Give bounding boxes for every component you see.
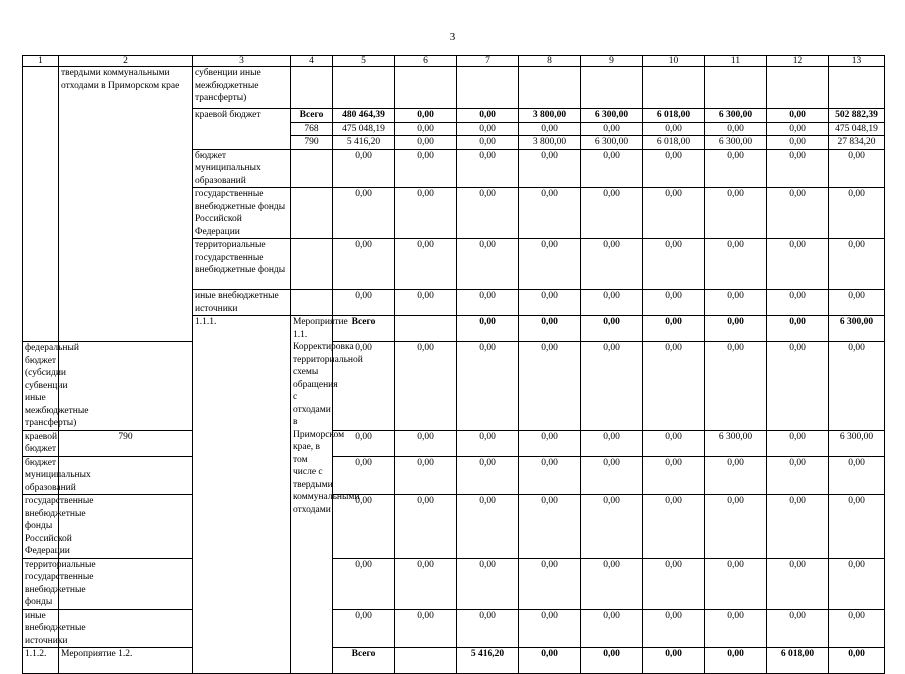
value-cell: 0,00	[395, 558, 457, 609]
value-cell: 0,00	[705, 316, 767, 342]
header-cell: 2	[59, 56, 193, 67]
table-row	[23, 558, 885, 609]
row-code-cell	[23, 67, 59, 342]
value-cell: 0,00	[519, 239, 581, 290]
value-cell: 0,00	[333, 430, 395, 456]
header-cell: 10	[643, 56, 705, 67]
value-cell: 0,00	[767, 290, 829, 316]
value-cell: 0,00	[705, 239, 767, 290]
value-cell	[643, 67, 705, 109]
value-cell: 0,00	[829, 342, 885, 431]
value-cell: 0,00	[457, 316, 519, 342]
header-cell: 12	[767, 56, 829, 67]
value-cell: 0,00	[829, 290, 885, 316]
value-cell: 0,00	[829, 558, 885, 609]
source-label: иные внебюджетные источники	[193, 290, 291, 316]
source-label: государственные внебюджетные фонды Российской Федерации	[23, 495, 59, 559]
value-cell: 0,00	[581, 609, 643, 648]
source-label: краевой бюджет	[193, 109, 291, 150]
value-cell: 0,00	[829, 239, 885, 290]
value-cell	[291, 67, 333, 109]
value-cell: 0,00	[457, 149, 519, 188]
value-cell: 0,00	[457, 456, 519, 495]
value-cell: 0,00	[829, 456, 885, 495]
value-cell: 6 300,00	[829, 430, 885, 456]
value-cell: 0,00	[457, 430, 519, 456]
value-cell: 0,00	[395, 109, 457, 123]
value-cell: 0,00	[643, 122, 705, 136]
value-cell: 0,00	[581, 558, 643, 609]
value-cell: 0,00	[643, 188, 705, 239]
value-cell: 0,00	[705, 495, 767, 559]
value-cell: 0,00	[519, 290, 581, 316]
value-cell: 0,00	[395, 495, 457, 559]
value-cell: 6 300,00	[705, 430, 767, 456]
code-cell	[395, 648, 457, 674]
table-row	[23, 67, 885, 109]
value-cell: 0,00	[767, 456, 829, 495]
value-cell: 5 416,20	[457, 648, 519, 674]
source-label: Всего	[333, 316, 395, 342]
header-cell: 6	[395, 56, 457, 67]
value-cell: 0,00	[395, 149, 457, 188]
header-cell: 7	[457, 56, 519, 67]
value-cell: 480 464,39	[333, 109, 395, 123]
value-cell: 0,00	[519, 558, 581, 609]
value-cell: 0,00	[581, 495, 643, 559]
header-cell: 11	[705, 56, 767, 67]
value-cell: 0,00	[767, 149, 829, 188]
value-cell: 0,00	[767, 188, 829, 239]
header-cell: 4	[291, 56, 333, 67]
value-cell: 0,00	[395, 456, 457, 495]
value-cell: 0,00	[457, 609, 519, 648]
value-cell: 6 300,00	[705, 136, 767, 150]
value-cell: 0,00	[829, 188, 885, 239]
value-cell	[395, 67, 457, 109]
value-cell: 0,00	[767, 122, 829, 136]
value-cell: 0,00	[767, 109, 829, 123]
value-cell	[519, 67, 581, 109]
code-cell: 768	[291, 122, 333, 136]
value-cell: 0,00	[333, 149, 395, 188]
value-cell: 502 882,39	[829, 109, 885, 123]
value-cell: 475 048,19	[333, 122, 395, 136]
value-cell: 0,00	[643, 648, 705, 674]
row-code-cell: 1.1.1.	[193, 316, 291, 674]
code-cell: 790	[291, 136, 333, 150]
table-row	[23, 495, 885, 559]
value-cell: 0,00	[829, 495, 885, 559]
value-cell: 0,00	[705, 609, 767, 648]
source-label: государственные внебюджетные фонды Российской Федерации	[193, 188, 291, 239]
value-cell: 0,00	[643, 609, 705, 648]
value-cell: 0,00	[705, 558, 767, 609]
budget-table	[22, 55, 885, 674]
value-cell: 0,00	[395, 122, 457, 136]
source-label: бюджет муниципальных образований	[193, 149, 291, 188]
value-cell: 0,00	[581, 149, 643, 188]
value-cell: 0,00	[333, 456, 395, 495]
value-cell: 0,00	[395, 290, 457, 316]
value-cell: 0,00	[767, 136, 829, 150]
table-row	[23, 430, 885, 456]
value-cell: 0,00	[829, 149, 885, 188]
value-cell: 0,00	[333, 239, 395, 290]
value-cell: 0,00	[333, 558, 395, 609]
value-cell: 0,00	[829, 609, 885, 648]
table-row	[23, 609, 885, 648]
value-cell: 0,00	[829, 648, 885, 674]
value-cell: 0,00	[519, 648, 581, 674]
value-cell: 0,00	[581, 456, 643, 495]
table-row	[23, 56, 885, 67]
value-cell: 0,00	[581, 239, 643, 290]
value-cell: 0,00	[581, 188, 643, 239]
measure-name-cell: Мероприятие 1.2.	[59, 648, 193, 674]
value-cell: 6 300,00	[581, 109, 643, 123]
value-cell: 0,00	[643, 290, 705, 316]
value-cell: 0,00	[643, 558, 705, 609]
code-cell	[291, 188, 333, 239]
value-cell: 0,00	[705, 188, 767, 239]
value-cell: 475 048,19	[829, 122, 885, 136]
value-cell	[581, 67, 643, 109]
value-cell: 0,00	[457, 290, 519, 316]
value-cell: 0,00	[395, 342, 457, 431]
value-cell: 0,00	[705, 648, 767, 674]
value-cell: 6 018,00	[767, 648, 829, 674]
code-cell	[395, 316, 457, 342]
value-cell: 0,00	[643, 456, 705, 495]
value-cell: 0,00	[457, 558, 519, 609]
value-cell: 0,00	[767, 239, 829, 290]
value-cell: 0,00	[767, 430, 829, 456]
value-cell: 0,00	[581, 122, 643, 136]
value-cell: 0,00	[767, 342, 829, 431]
value-cell: 0,00	[581, 316, 643, 342]
value-cell: 0,00	[705, 122, 767, 136]
value-cell: 6 300,00	[581, 136, 643, 150]
source-label: бюджет муниципальных образований	[23, 456, 59, 495]
value-cell: 0,00	[581, 342, 643, 431]
value-cell: 0,00	[519, 149, 581, 188]
value-cell	[767, 67, 829, 109]
value-cell: 0,00	[333, 609, 395, 648]
value-cell: 0,00	[395, 430, 457, 456]
code-cell	[59, 342, 193, 431]
value-cell: 5 416,20	[333, 136, 395, 150]
code-cell	[291, 290, 333, 316]
value-cell: 0,00	[519, 430, 581, 456]
value-cell: 0,00	[643, 342, 705, 431]
value-cell: 0,00	[643, 239, 705, 290]
code-cell: Всего	[291, 109, 333, 123]
value-cell: 0,00	[457, 239, 519, 290]
header-cell: 9	[581, 56, 643, 67]
value-cell: 0,00	[333, 290, 395, 316]
value-cell: 0,00	[457, 188, 519, 239]
header-cell: 3	[193, 56, 291, 67]
value-cell: 0,00	[767, 558, 829, 609]
value-cell: 0,00	[643, 316, 705, 342]
value-cell: 0,00	[519, 188, 581, 239]
value-cell: 0,00	[581, 290, 643, 316]
value-cell: 0,00	[519, 609, 581, 648]
value-cell: 0,00	[457, 136, 519, 150]
source-label: территориальные государственные внебюджетные фонды	[23, 558, 59, 609]
value-cell: 0,00	[767, 316, 829, 342]
value-cell: 0,00	[705, 290, 767, 316]
value-cell: 0,00	[767, 609, 829, 648]
value-cell: 27 834,20	[829, 136, 885, 150]
value-cell: 0,00	[705, 149, 767, 188]
value-cell	[829, 67, 885, 109]
value-cell: 0,00	[457, 122, 519, 136]
value-cell: 0,00	[767, 495, 829, 559]
value-cell: 0,00	[395, 188, 457, 239]
value-cell	[705, 67, 767, 109]
code-cell	[291, 239, 333, 290]
source-label: федеральный бюджет (субсидии субвенции иные межбюджетные трансферты)	[23, 342, 59, 431]
value-cell	[457, 67, 519, 109]
value-cell: 6 018,00	[643, 109, 705, 123]
value-cell: 0,00	[457, 342, 519, 431]
value-cell: 0,00	[643, 495, 705, 559]
value-cell: 0,00	[395, 136, 457, 150]
value-cell: 0,00	[333, 342, 395, 431]
value-cell	[333, 67, 395, 109]
value-cell: 3 800,00	[519, 109, 581, 123]
code-cell: 790	[59, 430, 193, 456]
source-label: Всего	[333, 648, 395, 674]
value-cell: 0,00	[705, 342, 767, 431]
row-code-cell: 1.1.2.	[23, 648, 59, 674]
source-label: субвенции иные межбюджетные трансферты)	[193, 67, 291, 109]
table-row	[23, 648, 885, 674]
value-cell: 0,00	[519, 316, 581, 342]
header-cell: 13	[829, 56, 885, 67]
value-cell: 0,00	[519, 342, 581, 431]
value-cell: 0,00	[643, 430, 705, 456]
value-cell: 0,00	[395, 609, 457, 648]
value-cell: 0,00	[395, 239, 457, 290]
value-cell: 0,00	[519, 456, 581, 495]
measure-name-cell: твердыми коммунальными отходами в Приморском крае	[59, 67, 193, 342]
value-cell: 0,00	[333, 188, 395, 239]
value-cell: 3 800,00	[519, 136, 581, 150]
value-cell: 0,00	[643, 149, 705, 188]
measure-name-cell: Мероприятие 1.1. Корректировка территориальной схемы обращения с отходами в Приморском крае, в том числе с твердыми коммунальными отходами	[291, 316, 333, 674]
source-label: краевой бюджет	[23, 430, 59, 456]
header-cell: 5	[333, 56, 395, 67]
value-cell: 0,00	[333, 495, 395, 559]
value-cell: 6 300,00	[705, 109, 767, 123]
header-cell: 8	[519, 56, 581, 67]
header-cell: 1	[23, 56, 59, 67]
value-cell: 6 300,00	[829, 316, 885, 342]
table-row	[23, 342, 885, 431]
value-cell: 6 018,00	[643, 136, 705, 150]
value-cell: 0,00	[457, 109, 519, 123]
value-cell: 0,00	[705, 456, 767, 495]
value-cell: 0,00	[519, 495, 581, 559]
value-cell: 0,00	[581, 430, 643, 456]
source-label: иные внебюджетные источники	[23, 609, 59, 648]
value-cell: 0,00	[581, 648, 643, 674]
page-number: 3	[449, 31, 456, 43]
value-cell: 0,00	[457, 495, 519, 559]
table-row	[23, 456, 885, 495]
value-cell: 0,00	[519, 122, 581, 136]
code-cell	[291, 149, 333, 188]
source-label: территориальные государственные внебюджетные фонды	[193, 239, 291, 290]
